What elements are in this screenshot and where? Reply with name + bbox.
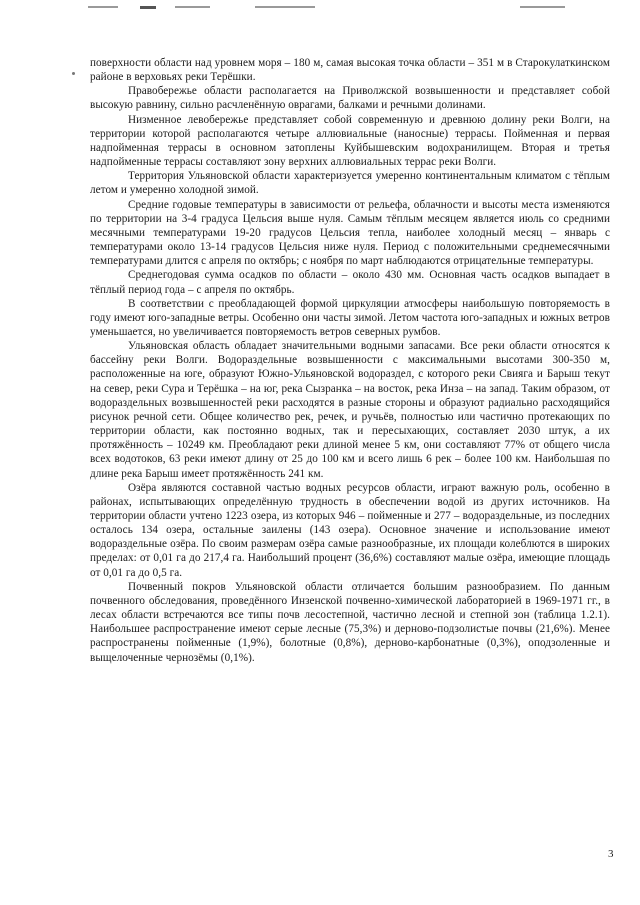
paragraph-climate: Территория Ульяновской области характеризуется умеренно континентальным климатом с тёплым летом и умеренно холодной зимой.	[90, 170, 610, 197]
paragraph-soils: Почвенный покров Ульяновской области отличается большим разнообразием. По данным почвенного обследования, проведённого Инзенской почвенно-химической лабораторией в 1969-1971 гг., в лесах области встречаются все типы почв лесостепной, частично лесной и степной зон (таблица 1.2.1). Наибольшее распространение имеют серые лесные (75,3%) и дерново-подзолистые почвы (21,6%). Менее распространены пойменные (1,9%), болотные (0,8%), дерново-карбонатные (0,3%), оподзоленные и выщелоченные чернозёмы (0,1%).	[90, 580, 610, 664]
document-body	[90, 56, 610, 665]
scan-artifact	[175, 6, 210, 8]
paragraph-rivers: Ульяновская область обладает значительными водными запасами. Все реки области относятся к бассейну реки Волги. Водораздельные возвышенности с максимальными высотами 300-350 м, расположенные на юге, образуют Южно-Ульяновской водораздел, с которого реки Свияга и Барыш текут на север, реки Сура и Терёшка – на юг, река Сызранка – на восток, река Инза – на запад. Таким образом, от водораздельных возвышенностей реки расходятся в разные стороны и образуют радиально расходящийся рисунок речной сети. Общее количество рек, речек, и ручьёв, полностью или частично протекающих по территории области, как постоянно водных, так и пересыхающих, составляет 2030 штук, а их протяжённость – 10249 км. Преобладают реки длиной менее 5 км, они составляют 77% от общего числа всех водотоков, 63 реки имеют длину от 25 до 100 км и всего лишь 6 рек – более 100 км. Наибольшая по длине река Барыш имеет протяжённость 241 км.	[90, 340, 610, 480]
paragraph-temperatures: Средние годовые температуры в зависимости от рельефа, облачности и высоты места изменяются по территории на 3-4 градуса Цельсия выше нуля. Самым тёплым месяцем является июль со средними месячными температурами 19-20 градусов Цельсия тепла, наиболее холодный месяц – январь с температурами около 13-14 градусов Цельсия ниже нуля. Период с положительными среднемесячными температурами длится с апреля по октябрь; с ноября по март наблюдаются отрицательные температуры.	[90, 198, 610, 268]
paragraph-precipitation: Среднегодовая сумма осадков по области – около 430 мм. Основная часть осадков выпадает в тёплый период года – с апреля по октябрь.	[90, 269, 610, 296]
paragraph-right-bank: Правобережье области располагается на Приволжской возвышенности и представляет собой высокую равнину, сильно расчленённую оврагами, балками и речными долинами.	[90, 85, 610, 112]
paragraph-elevation: поверхности области над уровнем моря – 180 м, самая высокая точка области – 351 м в Старокулаткинском районе в верховьях реки Терёшки.	[90, 57, 610, 84]
paragraph-left-bank: Низменное левобережье представляет собой современную и древнюю долину реки Волги, на территории которой располагаются четыре аллювиальные (наносные) террасы. Пойменная и первая надпойменная террасы в основном затоплены Куйбышевским водохранилищем. Вторая и третья надпойменные террасы составляют зону верхних аллювиальных террас реки Волги.	[90, 113, 610, 169]
scan-artifact	[140, 6, 156, 9]
page-number: 3	[608, 848, 614, 860]
scan-artifact	[255, 6, 315, 8]
paragraph-lakes: Озёра являются составной частью водных ресурсов области, играют важную роль, особенно в районах, испытывающих определённую трудность в обеспечении водой из других источников. На территории области учтено 1223 озера, из которых 946 – пойменные и 277 – водораздельные, из последних осталось 134 озера, остальные заилены (143 озера). Основное значение и использование имеют водораздельные озёра. По своим размерам озёра самые разнообразные, их площади колеблются в широких пределах: от 0,01 га до 217,4 га. Наибольший процент (36,6%) составляют малые озёра, имеющие площадь от 0,01 га до 0,5 га.	[90, 481, 610, 579]
scan-artifact	[88, 6, 118, 8]
scan-artifact	[520, 6, 565, 8]
margin-mark	[72, 72, 75, 75]
paragraph-winds: В соответствии с преобладающей формой циркуляции атмосферы наибольшую повторяемость в году имеют юго-западные ветры. Особенно они часты зимой. Летом частота юго-западных и южных ветров уменьшается, но увеличивается повторяемость ветров северных румбов.	[90, 297, 610, 338]
